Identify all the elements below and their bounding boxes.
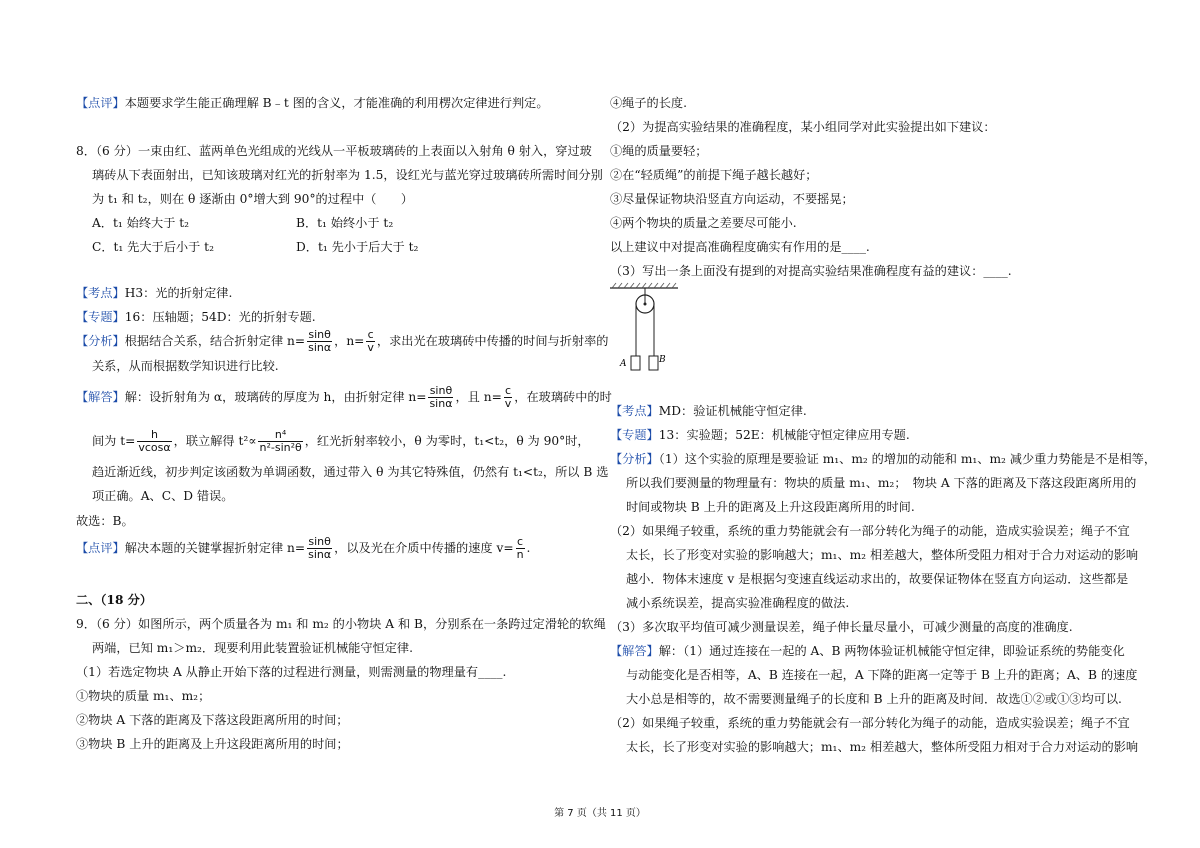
q9-option-1: ①物块的质量 m₁、m₂； (76, 689, 211, 703)
review-1 (76, 95, 549, 111)
denominator: sinα (308, 341, 332, 354)
r-jieda-1 (610, 643, 1125, 659)
r-jieda-4: （2）如果绳子较重，系统的重力势能就会有一部分转化为绳子的动能，造成实验误差；绳子不宜 (610, 716, 1130, 730)
option-c: C．t₁ 先大于后小于 t₂ (92, 240, 214, 254)
jieda-tag: 【解答】 (76, 390, 125, 404)
q9-part-1: （1）若选定物块 A 从静止开始下落的过程进行测量，则需测量的物理量有____. (76, 665, 507, 679)
q8-line-1: 8．（6 分）一束由红、蓝两单色光组成的光线从一平板玻璃砖的上表面以入射角 θ 射入，穿过玻 (76, 144, 592, 158)
pulley-axle (644, 303, 647, 306)
fenxi-text: ，求出光在玻璃砖中传播的时间与折射率的 (376, 334, 609, 348)
q9-option-3: ③物块 B 上升的距离及上升这段距离所用的时间； (76, 737, 349, 751)
numerator: h (137, 429, 171, 442)
zhuanti (76, 309, 316, 325)
zhuanti-tag: 【专题】 (610, 428, 659, 442)
block-a (631, 356, 640, 370)
option-a: A．t₁ 始终大于 t₂ (92, 216, 190, 230)
r-kaodian (610, 403, 807, 419)
fenxi-line-2: 关系，从而根据数学知识进行比较. (92, 359, 279, 373)
review-text: . (526, 541, 531, 555)
r-fenxi-6: 越小．物体末速度 v 是根据匀变速直线运动求出的，故要保证物体在竖直方向运动．这些都是 (626, 572, 1129, 586)
denominator: vcosα (138, 441, 171, 454)
zhuanti-tag: 【专题】 (76, 310, 125, 324)
fenxi-line-1 (76, 329, 608, 354)
fenxi-text: 根据结合关系，结合折射定律 n= (124, 334, 306, 348)
fraction-h-vcos (137, 429, 171, 454)
ceiling-hatch (612, 283, 676, 288)
zhuanti-text: 16：压轴题；54D：光的折射专题. (124, 310, 316, 324)
numerator: c (505, 384, 512, 397)
r-jieda-3: 大小总是相等的，故不需要测量绳子的长度和 B 上升的距离及时间．故选①②或①③均可以. (626, 692, 1122, 706)
block-b (649, 356, 658, 370)
q9-line-2: 两端，已知 m₁＞m₂．现要利用此装置验证机械能守恒定律. (92, 641, 413, 655)
fraction-c-n (516, 536, 525, 561)
numerator: sinθ (308, 535, 331, 548)
fraction-sin-ratio (307, 536, 332, 561)
fraction-sin-ratio (428, 385, 453, 410)
jieda-text: 解：设折射角为 α，玻璃砖的厚度为 h，由折射定律 n= (124, 390, 427, 404)
jieda-line-2 (92, 429, 590, 454)
r-line-5: ③尽量保证物块沿竖直方向运动，不要摇晃； (610, 192, 854, 206)
review-2 (76, 536, 530, 561)
fenxi-text: ，n= (334, 334, 365, 348)
kaodian-text: MD：验证机械能守恒定律. (658, 404, 807, 418)
r-jieda-2: 与动能变化是否相等，A、B 连接在一起，A 下降的距离一定等于 B 上升的距离；A、B 的速度 (626, 668, 1138, 682)
denominator: sinα (429, 397, 453, 410)
label-b: B (659, 355, 666, 365)
jieda-tag: 【解答】 (610, 644, 659, 658)
denominator: sinα (308, 548, 332, 561)
fraction-c-v (504, 385, 513, 410)
pulley-figure (608, 282, 684, 374)
review-tag: 【点评】 (76, 96, 125, 110)
r-line-6: ④两个物块的质量之差要尽可能小. (610, 216, 797, 230)
kaodian-text: H3：光的折射定律. (124, 286, 233, 300)
r-fenxi-2: 所以我们要测量的物理量有：物块的质量 m₁、m₂； 物块 A 下落的距离及下落这段距离所用的 (626, 476, 1137, 490)
q9-line-1: 9．（6 分）如图所示，两个质量各为 m₁ 和 m₂ 的小物块 A 和 B，分别系在一条跨过定滑轮的软绳 (76, 617, 606, 631)
r-fenxi-4: （2）如果绳子较重，系统的重力势能就会有一部分转化为绳子的动能，造成实验误差；绳子不宜 (610, 524, 1130, 538)
r-jieda-5: 太长，长了形变对实验的影响越大；m₁、m₂ 相差越大，整体所受阻力相对于合力对运动的影响 (626, 740, 1139, 754)
r-line-7: 以上建议中对提高准确程度确实有作用的是____. (610, 240, 870, 254)
jieda-line-3: 趋近渐近线，初步判定该函数为单调函数，通过带入 θ 为其它特殊值，仍然有 t₁<t₂，所以 B 选 (92, 465, 609, 479)
q8-line-2: 璃砖从下表面射出，已知该玻璃对红光的折射率为 1.5，设红光与蓝光穿过玻璃砖所需时间分别 (92, 168, 603, 182)
r-line-2: （2）为提高实验结果的准确程度，某小组同学对此实验提出如下建议： (610, 120, 996, 134)
review-text: ，以及光在介质中传播的速度 v= (334, 541, 514, 555)
label-a: A (620, 359, 627, 369)
fraction-c-v (366, 329, 375, 354)
q9-option-2: ②物块 A 下落的距离及下落这段距离所用的时间； (76, 713, 349, 727)
zhuanti-text: 13：实验题；52E：机械能守恒定律应用专题. (658, 428, 910, 442)
r-line-8: （3）写出一条上面没有提到的对提高实验结果准确程度有益的建议：____. (610, 264, 1012, 278)
r-fenxi-3: 时间或物块 B 上升的距离及上升这段距离所用的时间. (626, 500, 915, 514)
jieda-text: ，且 n= (455, 390, 502, 404)
r-fenxi-8: （3）多次取平均值可减少测量误差，绳子伸长量尽量小，可减少测量的高度的准确度. (610, 620, 1073, 634)
review-tag: 【点评】 (76, 541, 125, 555)
kaodian-tag: 【考点】 (610, 404, 659, 418)
answer: 故选：B。 (76, 514, 134, 528)
r-zhuanti (610, 427, 910, 443)
kaodian (76, 285, 232, 301)
page-footer: 第 7 页（共 11 页） (554, 808, 646, 819)
option-b: B．t₁ 始终小于 t₂ (296, 216, 394, 230)
q8-line-3: 为 t₁ 和 t₂，则在 θ 逐渐由 0°增大到 90°的过程中（ ） (92, 192, 414, 206)
fraction-n4 (258, 429, 302, 454)
denominator: n²-sin²θ (259, 441, 302, 454)
kaodian-tag: 【考点】 (76, 286, 125, 300)
r-fenxi-1 (610, 451, 1156, 467)
jieda-text: ，在玻璃砖中的时 (514, 390, 612, 404)
fenxi-tag: 【分析】 (76, 334, 125, 348)
r-line-4: ②在“轻质绳”的前提下绳子越长越好； (610, 168, 818, 182)
r-fenxi-7: 减小系统误差，提高实验准确程度的做法. (626, 596, 850, 610)
numerator: c (517, 535, 524, 548)
review-text: 解决本题的关键掌握折射定律 n= (124, 541, 306, 555)
jieda-text: 间为 t= (92, 434, 136, 448)
section-2-heading: 二、（18 分） (76, 593, 153, 607)
option-d: D．t₁ 先小于后大于 t₂ (296, 240, 419, 254)
review-text: 本题要求学生能正确理解 B﹣t 图的含义，才能准确的利用楞次定律进行判定。 (124, 96, 549, 110)
numerator: c (367, 328, 374, 341)
numerator: sinθ (429, 384, 453, 397)
denominator: n (516, 548, 524, 561)
denominator: v (504, 397, 512, 410)
jieda-text: ，红光折射率较小，θ 为零时，t₁<t₂，θ 为 90°时， (304, 434, 590, 448)
fraction-sin-ratio (307, 329, 332, 354)
fenxi-text: （1）这个实验的原理是要验证 m₁、m₂ 的增加的动能和 m₁、m₂ 减少重力势能是不是相等， (658, 452, 1157, 466)
jieda-line-4: 项正确。A、C、D 错误。 (92, 489, 234, 503)
jieda-text: ，联立解得 t²∝ (173, 434, 257, 448)
denominator: v (367, 341, 374, 354)
numerator: sinθ (308, 328, 331, 341)
jieda-line-1 (76, 385, 612, 410)
r-line-1: ④绳子的长度. (610, 96, 687, 110)
r-line-3: ①绳的质量要轻； (610, 144, 708, 158)
numerator: n⁴ (258, 429, 302, 442)
r-fenxi-5: 太长，长了形变对实验的影响越大；m₁、m₂ 相差越大，整体所受阻力相对于合力对运动的影响 (626, 548, 1139, 562)
jieda-text: 解：（1）通过连接在一起的 A、B 两物体验证机械能守恒定律，即验证系统的势能变化 (658, 644, 1125, 658)
fenxi-tag: 【分析】 (610, 452, 659, 466)
